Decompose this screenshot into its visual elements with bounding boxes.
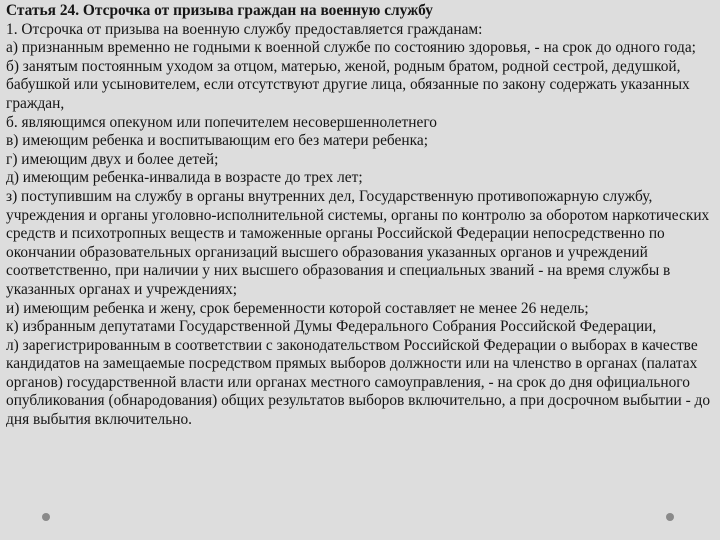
paragraph-item-d: д) имеющим ребенка-инвалида в возрасте до трех лет;	[6, 169, 363, 187]
paragraph-item-g: г) имеющим двух и более детей;	[6, 150, 219, 168]
right-dot-icon	[666, 513, 674, 521]
paragraph-item-k: к) избранным депутатами Государственной Думы Федерального Собрания Российской Федерации,	[6, 318, 657, 336]
document-body	[6, 2, 712, 430]
paragraph-item-i: и) имеющим ребенка и жену, срок беременности которой составляет не менее 26 недель;	[6, 299, 589, 317]
left-dot-icon	[42, 513, 50, 521]
paragraph-intro: 1. Отсрочка от призыва на военную службу предоставляется гражданам:	[6, 20, 483, 38]
paragraph-item-b-guardian: б. являющимся опекуном или попечителем несовершеннолетнего	[6, 113, 437, 131]
paragraph-item-v: в) имеющим ребенка и воспитывающим его без матери ребенка;	[6, 132, 428, 150]
paragraph-item-a: а) признанным временно не годными к военной службе по состоянию здоровья, - на срок до одного года;	[6, 39, 696, 57]
paragraph-item-l: л) зарегистрированным в соответствии с законодательством Российской Федерации о выборах в качестве кандидатов на замещаемые посредством прямых выборов должности или на членство в органах (палатах органов) государственной власти или органах местного самоуправления, - на срок до дня официального опубликования (обнародования) общих результатов выборов включительно, а при досрочном выбытии - до дня выбытия включительно.	[6, 336, 711, 429]
article-heading: Статья 24. Отсрочка от призыва граждан на военную службу	[6, 2, 433, 19]
paragraph-item-z: з) поступившим на службу в органы внутренних дел, Государственную противопожарную службу, учреждения и органы уголовно-исполнительной системы, органы по контролю за оборотом наркотических средств и психотропных веществ и таможенные органы Российской Федерации непосредственно по окончании образовательных организаций высшего образования указанных органов и учреждений соответственно, при наличии у них высшего образования и специальных званий - на время службы в указанных органах и учреждениях;	[6, 187, 710, 298]
paragraph-item-b: б) занятым постоянным уходом за отцом, матерью, женой, родным братом, родной сестрой, дедушкой, бабушкой или усыновителем, если отсутствуют другие лица, обязанные по закону содержать указанных граждан,	[6, 57, 690, 112]
